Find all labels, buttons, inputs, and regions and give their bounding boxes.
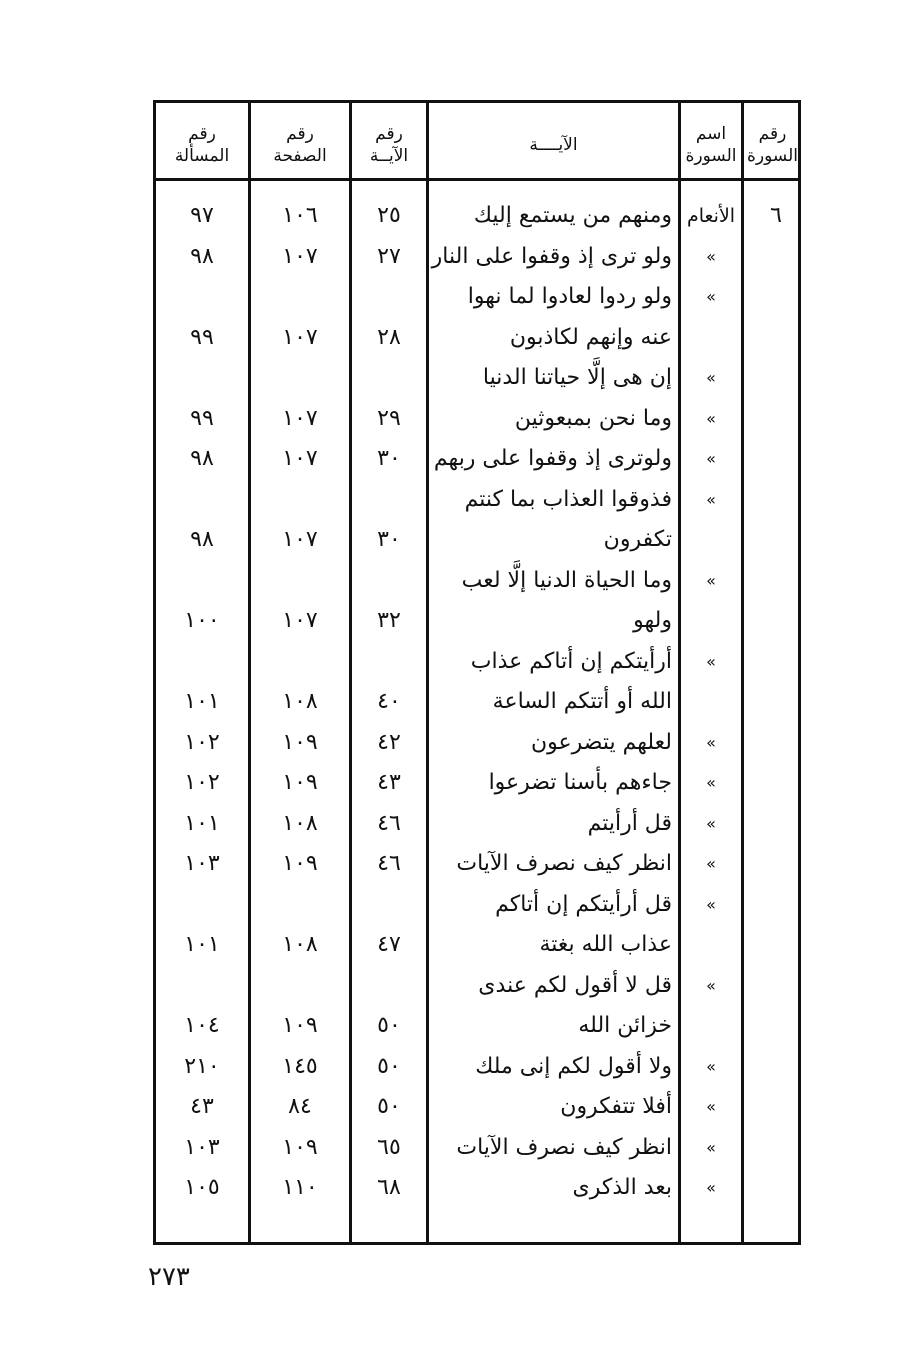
page-number-cell: ١٠٧: [282, 608, 318, 633]
page-number-cell: ١٠٨: [282, 810, 318, 836]
index-table: [153, 100, 801, 1245]
ayah-text: انظر كيف نصرف الآيات: [456, 1134, 672, 1160]
issue-number: ٩٨: [190, 527, 214, 552]
ayah-text: ولو ردوا لعادوا لما نهوا: [467, 284, 672, 309]
ayah-text: خزائن الله: [578, 1013, 672, 1038]
ayah-number: ٢٥: [377, 203, 401, 228]
header-text: رقم: [758, 124, 787, 144]
issue-number: ١٠١: [184, 689, 220, 714]
ayah-text: فذوقوا العذاب بما كنتم: [464, 486, 672, 512]
ayah-text: ولوترى إذ وقفوا على ربهم: [433, 446, 672, 471]
page-number-cell: ١٠٧: [282, 405, 318, 431]
column-divider: [741, 103, 744, 1242]
issue-number: ١٠٠: [184, 608, 220, 633]
ayah-text: ومنهم من يستمع إليك: [473, 203, 672, 228]
ayah-text: إن هى إلَّا حياتنا الدنيا: [482, 365, 672, 390]
ditto-mark: »: [706, 813, 716, 833]
ayah-number: ٦٥: [377, 1134, 401, 1160]
ditto-mark: »: [706, 287, 716, 306]
ditto-mark: »: [706, 1097, 716, 1116]
ditto-mark: »: [706, 1178, 716, 1197]
ditto-mark: »: [706, 732, 716, 752]
ayah-text: لعلهم يتضرعون: [530, 729, 672, 755]
ditto-mark: »: [706, 894, 716, 914]
ditto-mark: »: [706, 489, 716, 509]
ayah-number: ٣٠: [377, 446, 401, 471]
header-text: السورة: [685, 146, 737, 166]
ayah-text: انظر كيف نصرف الآيات: [456, 851, 672, 876]
ditto-mark: »: [706, 1056, 716, 1076]
ayah-number: ٣٠: [377, 527, 401, 552]
ditto-mark: »: [706, 449, 716, 468]
ayah-text: قل أرأيتم: [587, 810, 672, 836]
page-number-cell: ١٠٩: [282, 770, 318, 795]
ayah-text: وما الحياة الدنيا إلَّا لعب: [461, 567, 672, 593]
page-number-cell: ١٠٦: [282, 203, 318, 228]
issue-number: ١٠١: [184, 932, 220, 957]
page-number-cell: ١٠٧: [282, 446, 318, 471]
issue-number: ٢١٠: [184, 1053, 220, 1079]
ditto-mark: »: [706, 368, 716, 387]
surah-number: ٦: [770, 203, 782, 228]
page-number-cell: ١١٠: [282, 1175, 318, 1200]
issue-number: ٩٩: [190, 405, 214, 431]
header-text: اسم: [695, 124, 727, 144]
header-text: الآيــة: [369, 146, 409, 166]
ayah-number: ٥٠: [377, 1013, 401, 1038]
issue-number: ١٠٥: [184, 1175, 220, 1200]
page-number-cell: ١٠٩: [282, 1134, 318, 1160]
ditto-mark: »: [706, 854, 716, 873]
ayah-text: قل أرأيتكم إن أتاكم: [495, 891, 672, 917]
header-text: رقم: [286, 124, 314, 144]
ayah-text: أفلا تتفكرون: [560, 1094, 672, 1119]
header-text: الصفحة: [273, 146, 327, 166]
ayah-text: بعد الذكرى: [572, 1175, 672, 1200]
issue-number: ٩٨: [190, 243, 214, 269]
ayah-text: أرأيتكم إن أتاكم عذاب: [470, 648, 672, 674]
ayah-number: ٤٦: [377, 851, 401, 876]
ayah-number: ٥٠: [377, 1094, 401, 1119]
page-number-cell: ١٠٩: [282, 851, 318, 876]
page-number-cell: ١٠٩: [282, 1013, 318, 1038]
issue-number: ١٠١: [184, 810, 220, 836]
page-number-cell: ١٤٥: [282, 1053, 318, 1079]
header-surah-name: [681, 117, 741, 173]
header-text: رقم: [375, 124, 403, 144]
ayah-number: ٢٩: [377, 405, 401, 431]
ayah-number: ٤٠: [377, 689, 401, 714]
page-number-cell: ١٠٧: [282, 324, 318, 350]
ayah-text: قل لا أقول لكم عندى: [478, 972, 672, 998]
ayah-number: ٤٦: [377, 810, 401, 836]
ayah-number: ٥٠: [377, 1053, 401, 1079]
ayah-text: عذاب الله بغتة: [539, 932, 672, 957]
ayah-number: ٤٢: [377, 729, 401, 755]
page-number-cell: ٨٤: [288, 1094, 312, 1119]
ditto-mark: »: [706, 570, 716, 590]
page-number-cell: ١٠٨: [282, 689, 318, 714]
issue-number: ١٠٣: [184, 1134, 220, 1160]
issue-number: ١٠٢: [184, 770, 220, 795]
page-number-cell: ١٠٧: [282, 243, 318, 269]
header-text: الآيــــة: [529, 135, 578, 155]
header-text: رقم: [188, 124, 216, 144]
ditto-mark: »: [706, 408, 716, 428]
issue-number: ١٠٣: [184, 851, 220, 876]
ayah-number: ٢٨: [377, 324, 401, 350]
ayah-text: ولا أقول لكم إنى ملك: [475, 1053, 672, 1079]
ditto-mark: »: [706, 773, 716, 792]
surah-name: الأنعام: [686, 205, 736, 227]
header-rule: [156, 178, 798, 181]
header-issue-number: [156, 117, 248, 173]
ditto-mark: »: [706, 1137, 716, 1157]
header-ayah-number: [352, 117, 426, 173]
page-number-cell: ١٠٩: [282, 729, 318, 755]
column-divider: [426, 103, 429, 1242]
issue-number: ٩٨: [190, 446, 214, 471]
ditto-mark: »: [706, 651, 716, 671]
issue-number: ١٠٤: [184, 1013, 220, 1038]
ayah-text: الله أو أتتكم الساعة: [492, 689, 672, 714]
issue-number: ٩٩: [190, 324, 214, 350]
ditto-mark: »: [706, 246, 716, 266]
header-page-number: [251, 117, 349, 173]
ayah-text: وما نحن بمبعوثين: [514, 405, 672, 431]
page-number: ٢٧٣: [148, 1262, 190, 1292]
ayah-text: ولو ترى إذ وقفوا على النار: [431, 243, 672, 269]
ayah-text: جاءهم بأسنا تضرعوا: [488, 770, 672, 795]
issue-number: ٩٧: [190, 203, 214, 228]
issue-number: ٤٣: [190, 1094, 214, 1119]
ayah-number: ٣٢: [377, 608, 401, 633]
ayah-number: ٢٧: [377, 243, 401, 269]
header-text: السورة: [747, 146, 798, 166]
ayah-number: ٤٧: [377, 932, 401, 957]
page-number-cell: ١٠٧: [282, 527, 318, 552]
ditto-mark: »: [706, 975, 716, 995]
ayah-text: عنه وإنهم لكاذبون: [509, 324, 672, 350]
page-number-cell: ١٠٨: [282, 932, 318, 957]
ayah-number: ٦٨: [377, 1175, 401, 1200]
header-ayah: [429, 117, 678, 173]
ayah-number: ٤٣: [377, 770, 401, 795]
ayah-text: تكفرون: [603, 527, 672, 552]
header-surah-number: [744, 117, 801, 173]
issue-number: ١٠٢: [184, 729, 220, 755]
column-divider: [678, 103, 681, 1242]
ayah-text: ولهو: [633, 608, 672, 633]
header-text: المسألة: [174, 146, 230, 166]
